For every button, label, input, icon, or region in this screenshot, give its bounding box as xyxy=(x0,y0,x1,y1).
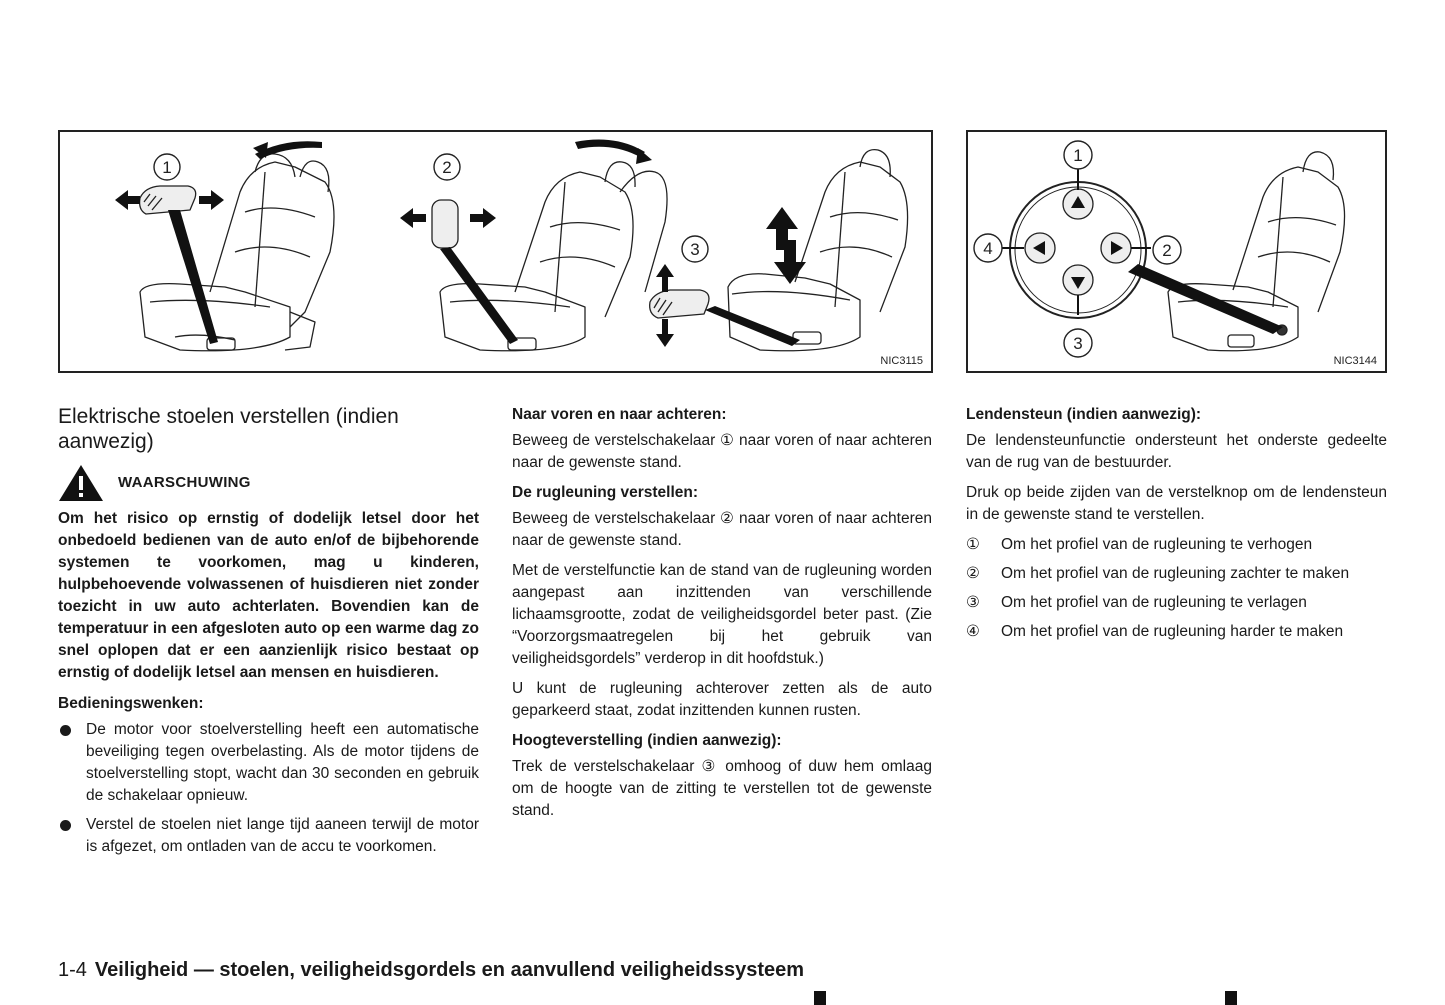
tip-text: De motor voor stoelverstelling heeft een automatische beveiliging tegen overbelasting. Als de motor tijdens de stoelverstelling stopt, wacht dan 30 seconden en gebruik de schakelaar opnieuw. xyxy=(86,721,479,804)
chapter-title: Veiligheid — stoelen, veiligheidsgordels en aanvullend veiligheidssysteem xyxy=(94,959,805,981)
figure-code: NIC3144 xyxy=(1333,355,1377,367)
heading-forward-backward: Naar voren en naar achteren: xyxy=(512,406,727,423)
text-backrest-recline: U kunt de rugleuning achterover zetten als de auto geparkeerd staat, zodat inzittenden kunnen rusten. xyxy=(512,680,932,719)
tips-heading: Bedieningswenken: xyxy=(58,695,204,712)
item-text: Om het profiel van de rugleuning te verhogen xyxy=(1001,536,1313,553)
column-2 xyxy=(512,404,932,830)
list-item xyxy=(58,814,479,858)
heading-lumbar: Lendensteun (indien aanwezig): xyxy=(966,406,1202,423)
list-item xyxy=(966,621,1387,643)
warning-header xyxy=(58,462,479,504)
figure-code: NIC3115 xyxy=(880,355,923,367)
text-lumbar-adjust: Druk op beide zijden van de verstelknop om de lendensteun in de gewenste stand te verstellen. xyxy=(966,484,1387,523)
figure-lumbar-support xyxy=(966,130,1387,373)
list-item xyxy=(58,719,479,807)
section-title: Elektrische stoelen verstellen (indien aanwezig) xyxy=(58,405,399,453)
thumb-tab-mark-right xyxy=(1225,991,1237,1005)
figure-power-seat-adjustment xyxy=(58,130,933,373)
page-footer xyxy=(58,957,804,983)
item-text: Om het profiel van de rugleuning harder te maken xyxy=(1001,623,1344,640)
list-item xyxy=(966,563,1387,585)
seat-illustrations xyxy=(60,132,931,371)
callout-label-3: 3 xyxy=(690,240,700,259)
lumbar-options-list xyxy=(966,534,1387,643)
list-item xyxy=(966,534,1387,556)
page-number: 1-4 xyxy=(58,959,87,981)
switch-2 xyxy=(432,200,458,248)
bullet-icon xyxy=(60,725,71,736)
warning-text: Om het risico op ernstig of dodelijk letsel door het onbedoeld bedienen van de auto en/of de bijbehorende systemen te voorkomen, mag u kinderen, hulpbehoevende volwassenen of huisdieren niet zonder toezicht in uw auto achterlaten. Bovendien kan de temperatuur in een afgesloten auto op een warme dag zo snel oplopen dat er een aanzienlijk risico bestaat op ernstig of dodelijk letsel aan mensen en huisdieren. xyxy=(58,510,479,681)
item-number: ② xyxy=(966,565,980,582)
switch-1 xyxy=(140,186,196,214)
thumb-tab-mark-left xyxy=(814,991,826,1005)
item-number: ④ xyxy=(966,623,980,640)
warning-label: WAARSCHUWING xyxy=(118,474,251,491)
tip-text: Verstel de stoelen niet lange tijd aaneen terwijl de motor is afgezet, om ontladen van de accu te voorkomen. xyxy=(86,816,479,855)
column-3 xyxy=(966,404,1387,650)
item-number: ① xyxy=(966,536,980,553)
callout-label-2: 2 xyxy=(442,158,452,177)
column-1 xyxy=(58,404,479,865)
tips-list xyxy=(58,719,479,858)
list-item xyxy=(966,592,1387,614)
text-forward-backward: Beweeg de verstelschakelaar ① naar voren of naar achteren naar de gewenste stand. xyxy=(512,432,932,471)
lumbar-callout-label-4: 4 xyxy=(983,239,993,258)
lumbar-illustration xyxy=(968,132,1385,371)
text-lumbar-function: De lendensteunfunctie ondersteunt het onderste gedeelte van de rug van de bestuurder. xyxy=(966,432,1387,471)
lumbar-callout-label-3: 3 xyxy=(1073,334,1083,353)
heading-height: Hoogteverstelling (indien aanwezig): xyxy=(512,732,782,749)
lumbar-callout-label-1: 1 xyxy=(1073,146,1083,165)
warning-triangle-icon xyxy=(58,463,104,503)
bullet-icon xyxy=(60,820,71,831)
heading-backrest: De rugleuning verstellen: xyxy=(512,484,699,501)
switch-3 xyxy=(650,290,709,318)
item-text: Om het profiel van de rugleuning zachter te maken xyxy=(1001,565,1350,582)
lumbar-callout-label-2: 2 xyxy=(1162,241,1172,260)
item-text: Om het profiel van de rugleuning te verlagen xyxy=(1001,594,1307,611)
callout-label-1: 1 xyxy=(162,158,172,177)
text-height: Trek de verstelschakelaar ③ omhoog of duw hem omlaag om de hoogte van de zitting te verstellen tot de gewenste stand. xyxy=(512,758,932,819)
text-backrest-function: Met de verstelfunctie kan de stand van de rugleuning worden aangepast aan inzittenden van verschillende lichaamsgrootte, zodat de veiligheidsgordel beter past. (Zie “Voorzorgsmaatregelen bij het gebruik van veiligheidsgordels” verderop in dit hoofdstuk.) xyxy=(512,562,932,667)
text-backrest: Beweeg de verstelschakelaar ② naar voren of naar achteren naar de gewenste stand. xyxy=(512,510,932,549)
seat-drawing-2 xyxy=(440,162,667,351)
seat-drawing-3 xyxy=(728,150,908,351)
seat-drawing-1 xyxy=(140,154,334,351)
item-number: ③ xyxy=(966,594,980,611)
